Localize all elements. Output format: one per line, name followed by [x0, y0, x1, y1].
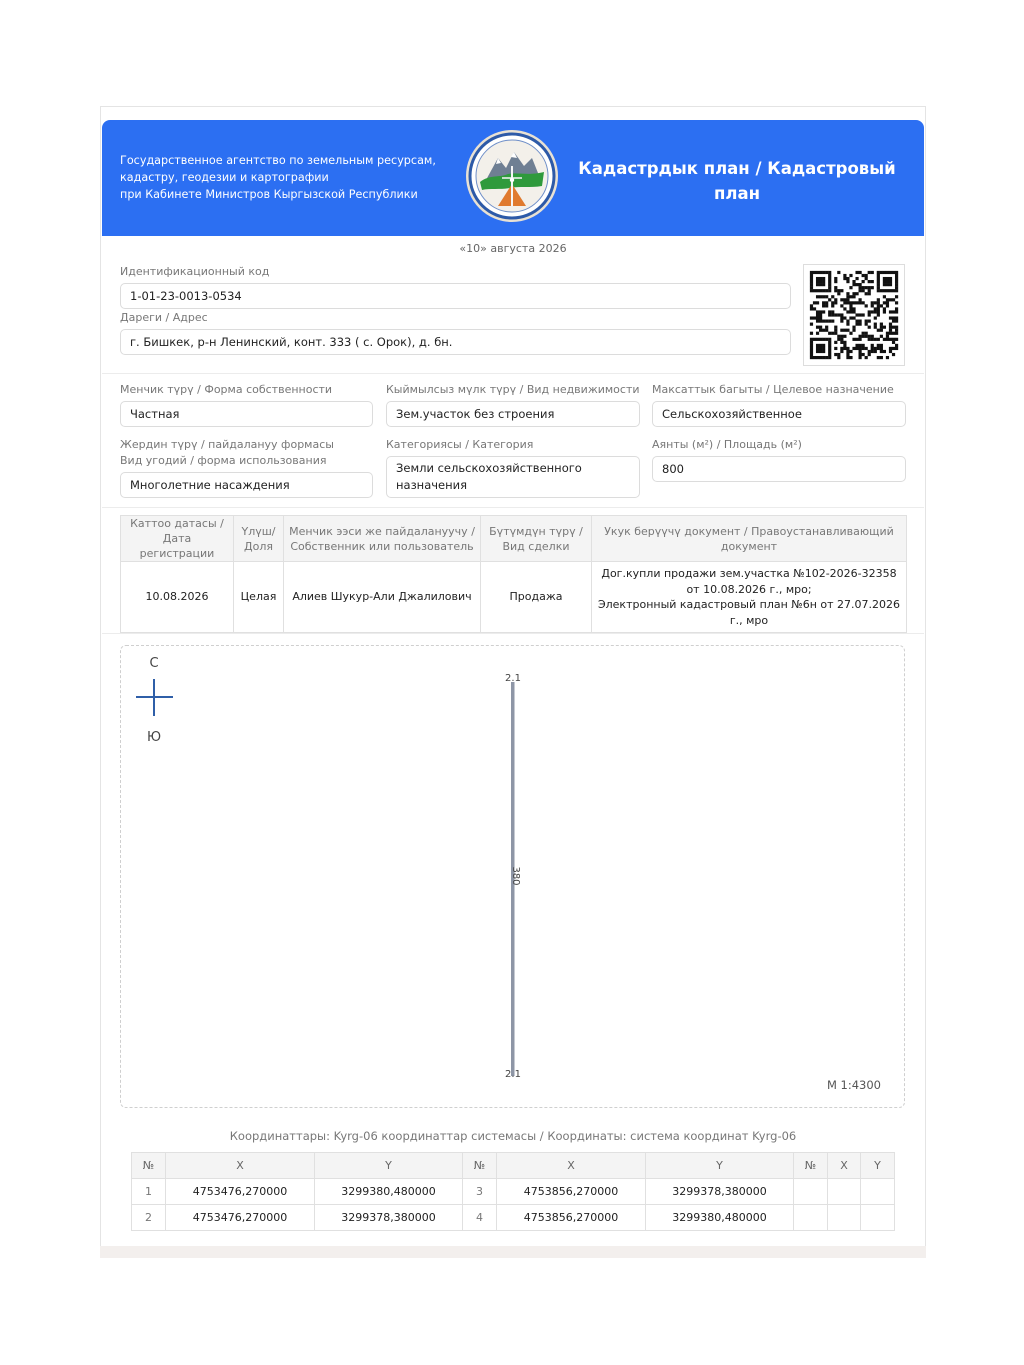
north-label: С: [149, 656, 159, 671]
divider: [102, 507, 924, 508]
plan-drawing: [121, 646, 903, 1106]
registration-date: 10.08.2026: [121, 562, 234, 633]
land-use-label: Жердин түрү / пайдалануу формасы: [120, 438, 334, 451]
qr-code-icon: [803, 264, 905, 366]
sheet-footer-strip: [100, 1246, 926, 1258]
col-header-number: №: [794, 1153, 828, 1179]
realty-type-label: Кыймылсыз мүлк түрү / Вид недвижимости: [386, 383, 640, 396]
category-label: Категориясы / Категория: [386, 438, 534, 451]
document-line: Дог.купли продажи зем.участка №102-2026-32358 от 10.08.2026 г., мро;: [601, 567, 897, 596]
cadastral-plan-area: [120, 645, 905, 1108]
coordinates-title: Координаттары: Kyrg-06 координаттар системасы / Координаты: система координат Kyrg-06: [229, 1129, 797, 1143]
coord-y: 3299378,380000: [315, 1205, 463, 1231]
col-header-x: X: [828, 1153, 861, 1179]
category-field: Земли сельскохозяйственного назначения: [386, 456, 640, 498]
coord-x: 4753856,270000: [497, 1179, 646, 1205]
col-header-owner: Менчик ээси же пайдалануучу / Собственник или пользователь: [284, 516, 481, 562]
document-header: [102, 120, 924, 236]
agency-line: при Кабинете Министров Кыргызской Республики: [120, 188, 418, 201]
coord-y: 3299378,380000: [646, 1179, 794, 1205]
col-header-x: X: [497, 1153, 646, 1179]
agency-name: [120, 152, 440, 203]
document-line: Электронный кадастровый план №6н от 27.07.2026 г., мро: [597, 598, 901, 627]
divider: [102, 633, 924, 634]
bottom-edge-label: 2.1: [505, 1069, 521, 1080]
point-number: 3: [463, 1179, 497, 1205]
point-number: 1: [132, 1179, 166, 1205]
point-number: [794, 1179, 828, 1205]
coordinates-table: [131, 1152, 895, 1231]
purpose-field: Сельскохозяйственное: [652, 401, 906, 427]
ownership-label: Менчик түрү / Форма собственности: [120, 383, 333, 396]
coord-x: [828, 1179, 861, 1205]
address-label: Дареги / Адрес: [120, 311, 208, 324]
coord-x: 4753856,270000: [497, 1205, 646, 1231]
registration-table: [120, 515, 907, 633]
point-number: [794, 1205, 828, 1231]
agency-line: Государственное агентство по земельным ресурсам,: [120, 154, 436, 167]
table-header-row: [132, 1153, 895, 1179]
top-edge-label: 2.1: [505, 673, 521, 684]
col-header-y: Y: [646, 1153, 794, 1179]
scale-label: М 1:4300: [826, 1078, 881, 1092]
id-code-field: 1-01-23-0013-0534: [120, 283, 791, 309]
col-header-y: Y: [861, 1153, 895, 1179]
owner: Алиев Шукур-Али Джалилович: [284, 562, 481, 633]
area-field: 800: [652, 456, 906, 482]
col-header-y: Y: [315, 1153, 463, 1179]
land-use-label: Вид угодий / форма использования: [120, 454, 327, 467]
coord-x: 4753476,270000: [166, 1179, 315, 1205]
divider: [102, 373, 924, 374]
south-label: Ю: [146, 730, 162, 745]
title-document: [592, 562, 907, 633]
coord-y: 3299380,480000: [646, 1205, 794, 1231]
address-field: г. Бишкек, р-н Ленинский, конт. 333 ( с. Орок), д. бн.: [120, 329, 791, 355]
col-header-share: Үлүш/ Доля: [234, 516, 284, 562]
document-date: «10» августа 2026: [459, 242, 567, 255]
col-header-number: №: [463, 1153, 497, 1179]
coord-y: 3299380,480000: [315, 1179, 463, 1205]
coord-x: [828, 1205, 861, 1231]
agency-line: кадастру, геодезии и картографии: [120, 171, 329, 184]
realty-type-field: Зем.участок без строения: [386, 401, 640, 427]
compass-cross-icon: [136, 679, 173, 716]
point-number: 4: [463, 1205, 497, 1231]
coord-y: [861, 1179, 895, 1205]
share: Целая: [234, 562, 284, 633]
side-length-label: 380: [510, 866, 521, 886]
col-header-date: Каттоо датасы / Дата регистрации: [121, 516, 234, 562]
coord-y: [861, 1205, 895, 1231]
table-row: [132, 1205, 895, 1231]
table-row: [132, 1179, 895, 1205]
point-number: 2: [132, 1205, 166, 1231]
purpose-label: Максаттык багыты / Целевое назначение: [652, 383, 894, 396]
ownership-field: Частная: [120, 401, 373, 427]
id-code-label: Идентификационный код: [120, 265, 270, 278]
area-label: Аянты (м²) / Площадь (м²): [652, 438, 802, 451]
land-use-field: Многолетние насаждения: [120, 472, 373, 498]
table-header-row: [121, 516, 907, 562]
table-row: [121, 562, 907, 633]
col-header-deal: Бүтүмдүн түрү / Вид сделки: [481, 516, 592, 562]
document-title: Кадастрдык план / Кадастровый план: [578, 159, 896, 203]
emblem-icon: [464, 128, 560, 224]
col-header-document: Укук берүүчү документ / Правоустанавливающий документ: [592, 516, 907, 562]
coord-x: 4753476,270000: [166, 1205, 315, 1231]
col-header-number: №: [132, 1153, 166, 1179]
deal-type: Продажа: [481, 562, 592, 633]
col-header-x: X: [166, 1153, 315, 1179]
